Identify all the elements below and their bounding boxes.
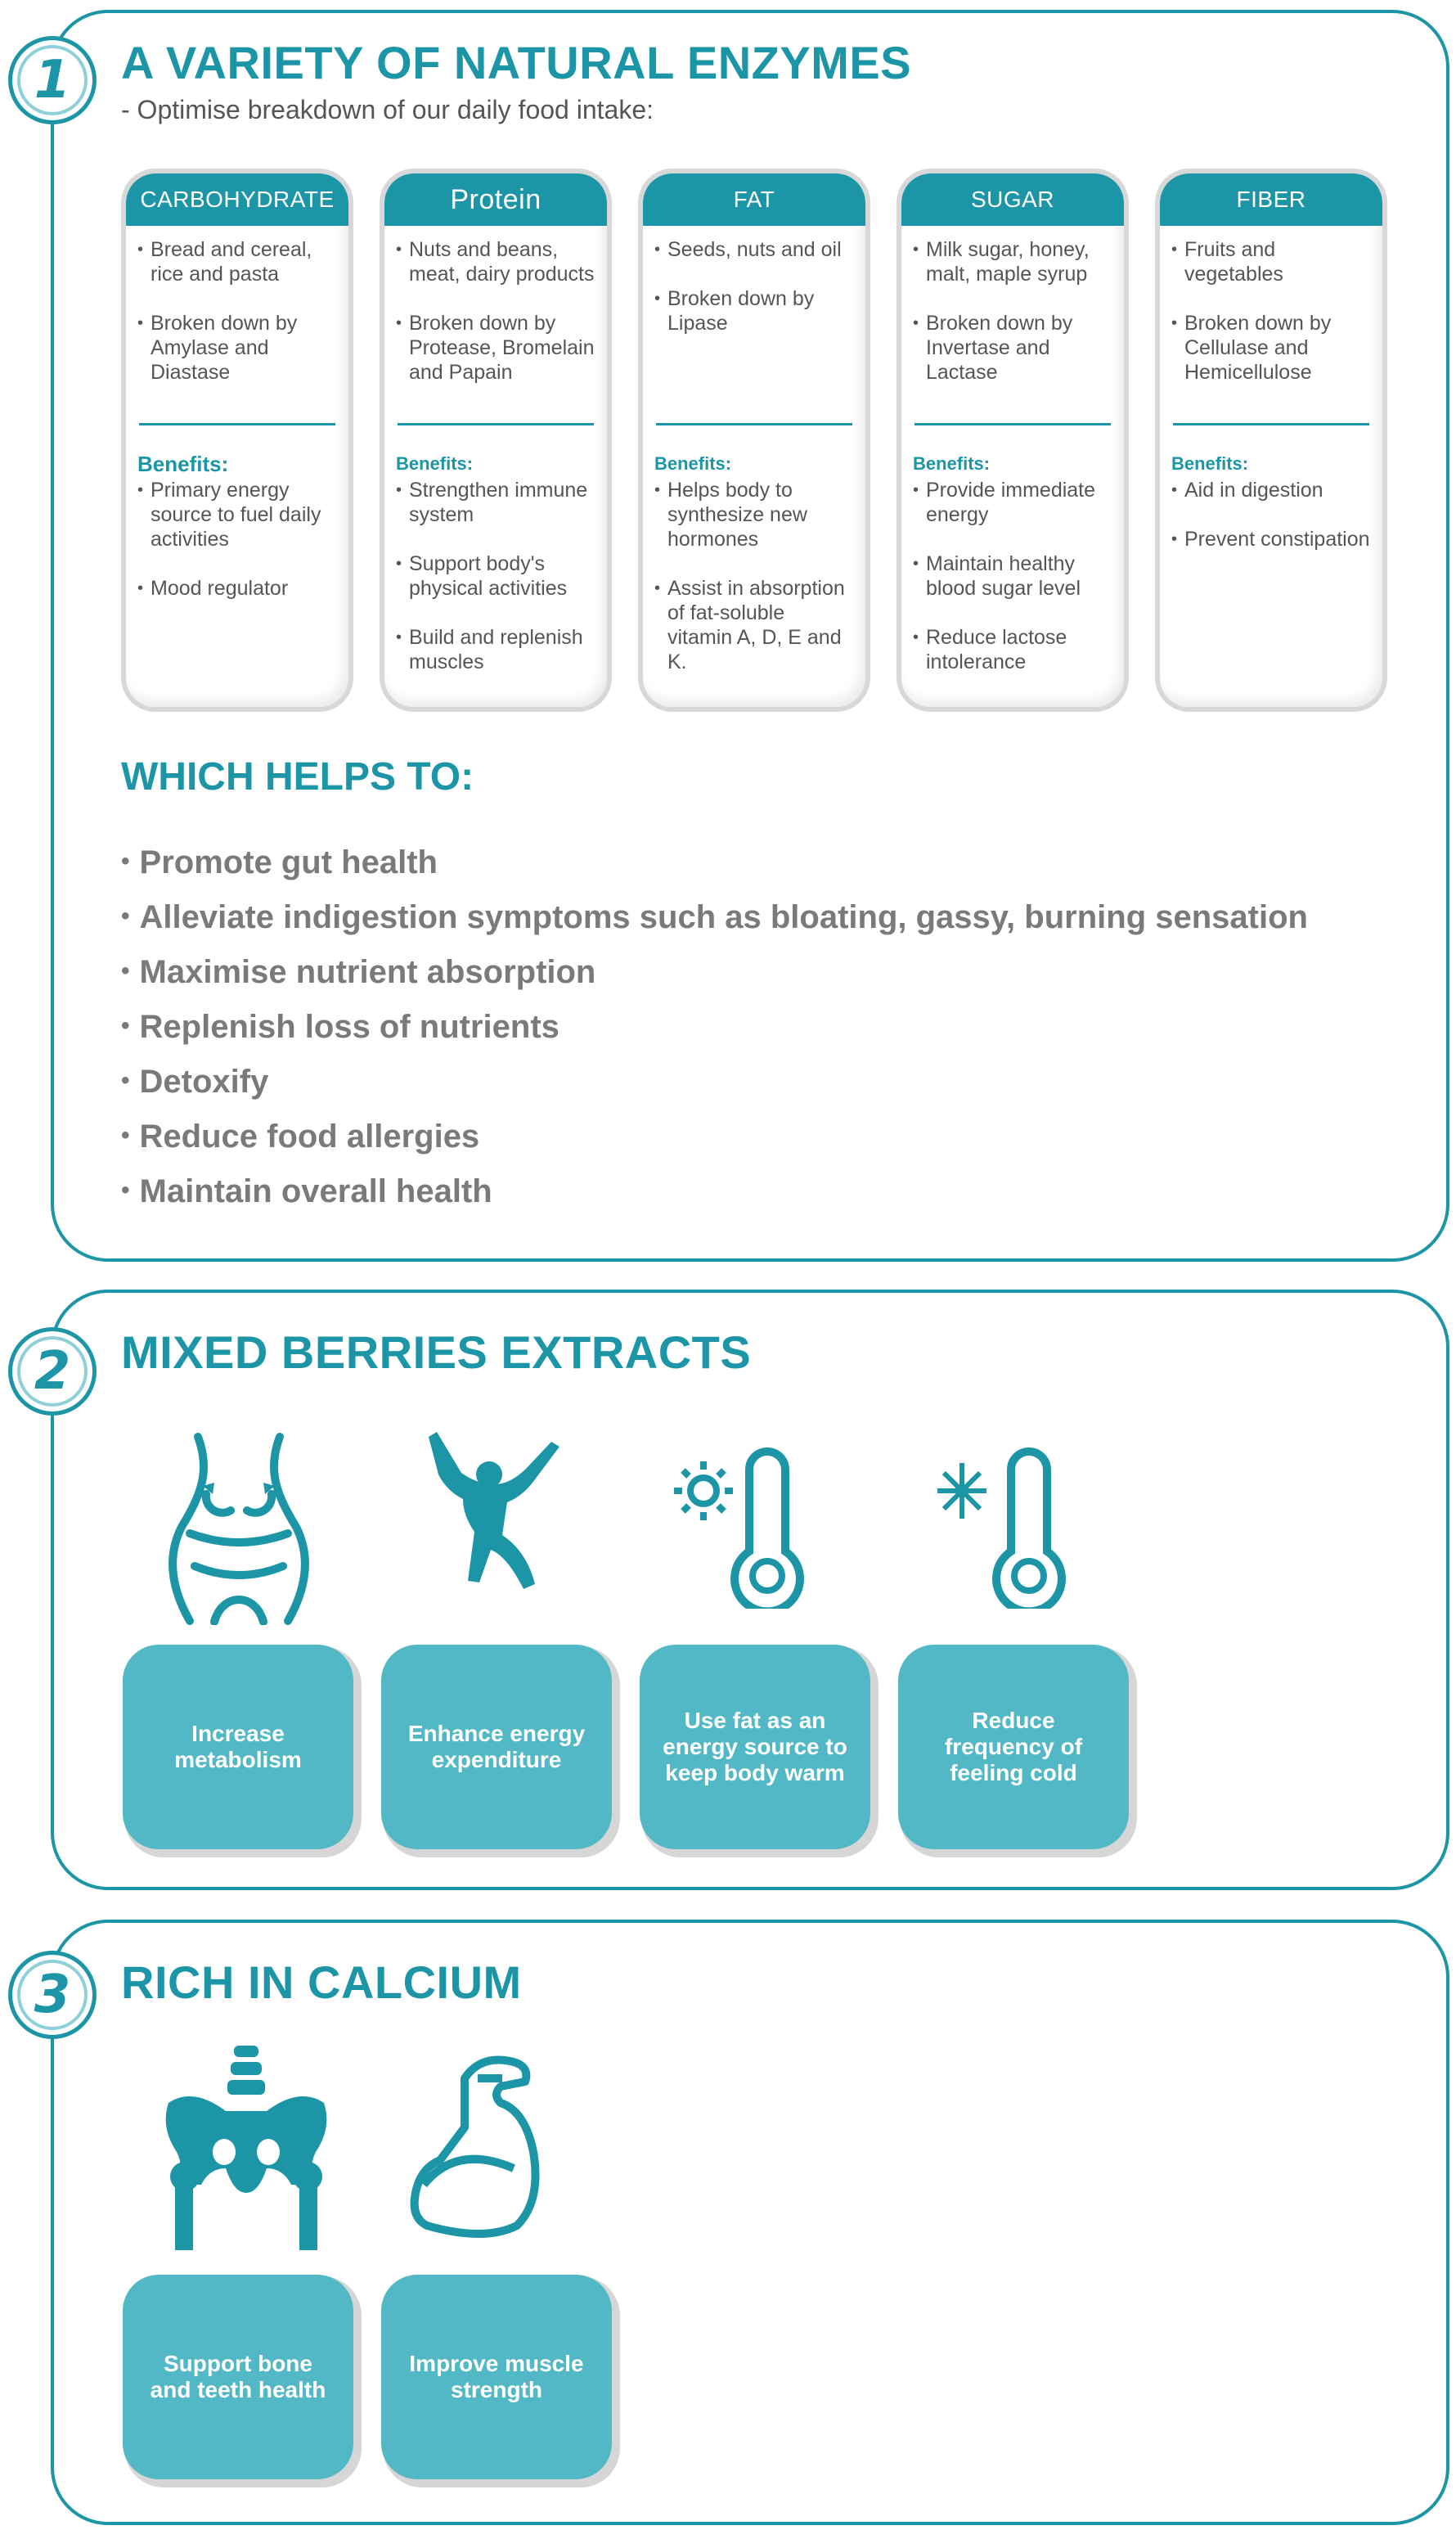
- calcium-panel: [51, 1920, 1449, 2525]
- card-divider: [914, 423, 1111, 425]
- card-item: • Bread and cereal, rice and pasta: [137, 237, 337, 286]
- section-title: RICH IN CALCIUM: [121, 1956, 522, 2008]
- benefit-item: • Mood regulator: [137, 576, 337, 601]
- enzymes-panel: [51, 10, 1449, 1262]
- benefits-label: Benefits:: [396, 453, 474, 474]
- benefit-tile: Support bone and teeth health: [123, 2275, 353, 2479]
- helps-item: • Detoxify: [121, 1063, 269, 1100]
- section-title: MIXED BERRIES EXTRACTS: [121, 1326, 752, 1378]
- card-header: CARBOHYDRATE: [126, 173, 348, 226]
- helps-item: • Replenish loss of nutrients: [121, 1008, 559, 1045]
- benefit-item: • Support body's physical activities: [396, 551, 595, 601]
- benefit-item: • Maintain healthy blood sugar level: [913, 551, 1112, 601]
- benefits-label: Benefits:: [913, 453, 991, 474]
- snowflake-thermometer-icon: [929, 1445, 1068, 1609]
- section-number-badge: 1: [8, 36, 97, 124]
- section-number-badge: 2: [8, 1327, 97, 1416]
- benefit-tile: Increase metabolism: [123, 1645, 353, 1849]
- card-item: • Seeds, nuts and oil: [654, 237, 854, 262]
- benefits-label: Benefits:: [137, 452, 229, 476]
- benefit-tile: Use fat as an energy source to keep body warm: [640, 1645, 870, 1849]
- card-item: • Nuts and beans, meat, dairy products: [396, 237, 595, 286]
- benefit-item: • Helps body to synthesize new hormones: [654, 478, 854, 551]
- section-title: A VARIETY OF NATURAL ENZYMES: [121, 37, 912, 88]
- card-item: • Broken down by Amylase and Diastase: [137, 311, 337, 385]
- enzyme-card-carbohydrate: [121, 169, 353, 712]
- enzyme-card-fat: [638, 169, 870, 712]
- section-subtitle: - Optimise breakdown of our daily food intake:: [121, 95, 654, 124]
- helps-item: • Promote gut health: [121, 844, 438, 880]
- benefit-tile: Improve muscle strength: [381, 2275, 612, 2479]
- helps-item: • Reduce food allergies: [121, 1118, 480, 1155]
- helps-item: • Maximise nutrient absorption: [121, 953, 596, 990]
- card-item: • Broken down by Protease, Bromelain and Papain: [396, 311, 595, 385]
- jumping-person-icon: [420, 1429, 568, 1625]
- benefit-item: • Build and replenish muscles: [396, 625, 595, 674]
- pelvis-bone-icon: [152, 2046, 340, 2250]
- enzyme-card-fiber: [1155, 169, 1387, 712]
- benefit-item: • Assist in absorption of fat-soluble vitamin A, D, E and K.: [654, 576, 854, 674]
- card-header: FAT: [643, 173, 865, 226]
- benefit-item: • Primary energy source to fuel daily activities: [137, 478, 337, 551]
- benefits-label: Benefits:: [1171, 453, 1249, 474]
- benefit-item: • Reduce lactose intolerance: [913, 625, 1112, 674]
- card-item: • Milk sugar, honey, malt, maple syrup: [913, 237, 1112, 286]
- benefit-tile: Reduce frequency of feeling cold: [898, 1645, 1129, 1849]
- helps-title: WHICH HELPS TO:: [121, 755, 474, 799]
- sun-thermometer-icon: [667, 1445, 807, 1609]
- helps-list: [121, 836, 1308, 1220]
- flexed-arm-icon: [407, 2046, 587, 2242]
- card-divider: [398, 423, 594, 425]
- card-divider: [656, 423, 852, 425]
- card-item: • Broken down by Lipase: [654, 286, 854, 335]
- helps-item: • Alleviate indigestion symptoms such as bloating, gassy, burning sensation: [121, 898, 1308, 935]
- benefit-item: • Provide immediate energy: [913, 478, 1112, 527]
- benefit-item: • Aid in digestion: [1171, 478, 1371, 502]
- benefit-tile: Enhance energy expenditure: [381, 1645, 612, 1849]
- benefit-item: • Prevent constipation: [1171, 527, 1371, 551]
- section-number-badge: 3: [8, 1951, 97, 2039]
- waist-metabolism-icon: [165, 1429, 312, 1625]
- card-item: • Broken down by Cellulase and Hemicellulose: [1171, 311, 1371, 385]
- card-item: • Broken down by Invertase and Lactase: [913, 311, 1112, 385]
- card-item: • Fruits and vegetables: [1171, 237, 1371, 286]
- enzyme-card-sugar: [897, 169, 1129, 712]
- card-divider: [139, 423, 335, 425]
- card-divider: [1173, 423, 1369, 425]
- helps-item: • Maintain overall health: [121, 1173, 492, 1209]
- benefit-item: • Strengthen immune system: [396, 478, 595, 527]
- card-header: Protein: [384, 173, 607, 226]
- berries-panel: [51, 1290, 1449, 1890]
- card-header: SUGAR: [901, 173, 1124, 226]
- benefits-label: Benefits:: [654, 453, 732, 474]
- enzyme-card-protein: [380, 169, 612, 712]
- card-header: FIBER: [1160, 173, 1382, 226]
